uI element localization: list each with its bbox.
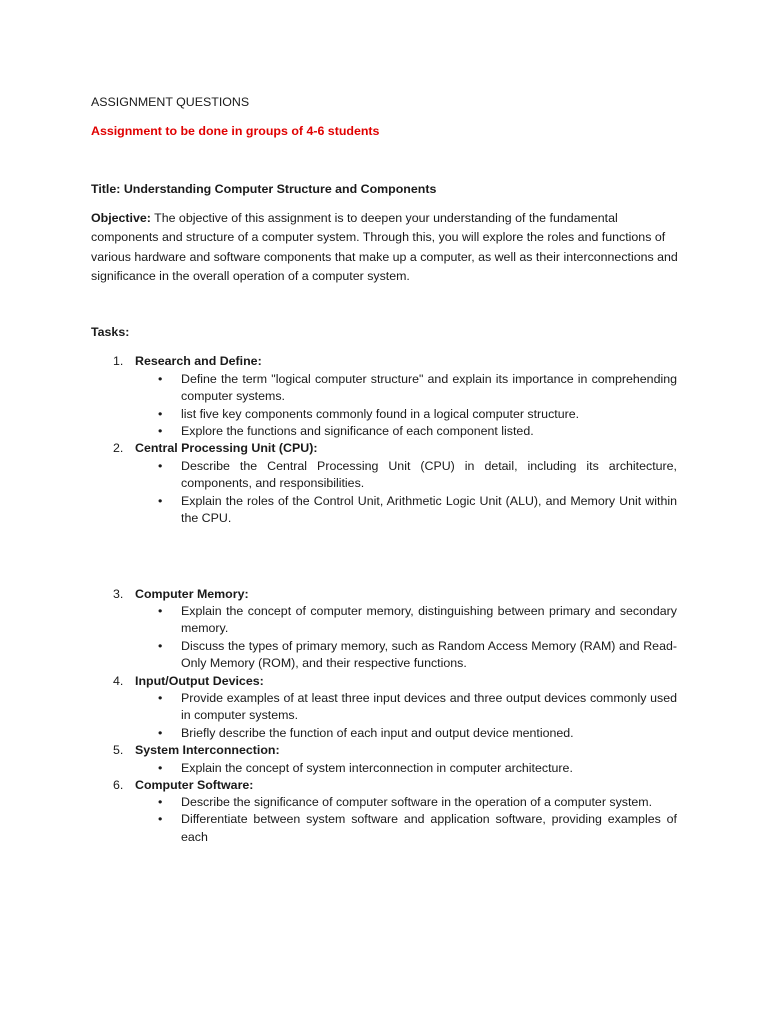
task-bullet-list [0,760,768,777]
list-item [0,794,768,811]
task-bullet-list [0,603,768,673]
objective-paragraph [91,209,681,287]
bullet-text: Describe the significance of computer software in the operation of a computer system. [181,795,653,809]
task-bullet-list [0,371,768,441]
bullet-text: Discuss the types of primary memory, such as Random Access Memory (RAM) and Read-Only Memory (ROM), and their respective functions. [181,638,677,671]
task-number: 3. [113,587,124,601]
task-title: Central Processing Unit (CPU): [135,441,318,455]
list-item [0,603,768,638]
list-item [0,638,768,673]
list-item [0,423,768,440]
task-title: Input/Output Devices: [135,674,264,688]
list-item [0,690,768,725]
bullet-text: Define the term "logical computer structure" and explain its importance in comprehending computer systems. [181,372,677,404]
document-heading: ASSIGNMENT QUESTIONS [91,95,250,109]
task-number: 2. [113,441,124,455]
list-item [0,493,768,528]
bullet-icon: • [158,493,163,508]
bullet-icon: • [158,424,163,439]
bullet-text: Describe the Central Processing Unit (CPU) in detail, including its architecture, components, and responsibilities. [181,459,677,491]
group-note: Assignment to be done in groups of 4-6 students [91,124,380,138]
task-bullet-list [0,794,768,846]
bullet-icon: • [158,604,163,618]
bullet-icon: • [158,795,163,809]
bullet-text: list five key components commonly found in a logical computer structure. [181,406,580,421]
bullet-icon: • [158,691,163,705]
objective-label: Objective: [91,211,151,225]
task-title: Computer Memory: [135,587,249,601]
task-bullet-list [0,458,768,528]
list-item [0,406,768,423]
list-item [0,811,768,846]
bullet-text: Provide examples of at least three input devices and three output devices commonly used in computer systems. [181,691,677,723]
bullet-text: Explain the concept of computer memory, distinguishing between primary and secondary memory. [181,604,677,636]
bullet-text: Briefly describe the function of each input and output device mentioned. [181,725,574,740]
assignment-title: Title: Understanding Computer Structure and Components [91,182,437,196]
bullet-icon: • [158,459,163,473]
objective-text: The objective of this assignment is to deepen your understanding of the fundamental components and structure of a computer system. Through this, you will explore the roles and functions of various hardware and software components that make up a computer, as well as their interconnections and significance in the overall operation of a computer system. [91,211,678,284]
task-bullet-list [0,690,768,742]
bullet-text: Differentiate between system software and application software, providing examples of each [181,812,677,844]
bullet-text: Explain the roles of the Control Unit, Arithmetic Logic Unit (ALU), and Memory Unit within the CPU. [181,493,677,526]
bullet-icon: • [158,638,163,653]
bullet-icon: • [158,406,163,421]
task-title: Computer Software: [135,778,254,792]
list-item [0,760,768,777]
task-number: 5. [113,743,124,757]
task-number: 1. [113,354,124,368]
task-number: 4. [113,674,124,688]
task-number: 6. [113,778,124,792]
bullet-text: Explain the concept of system interconnection in computer architecture. [181,761,573,775]
bullet-icon: • [158,812,163,827]
list-item [0,458,768,493]
tasks-label: Tasks: [91,325,130,339]
list-item [0,725,768,742]
bullet-text: Explore the functions and significance of each component listed. [181,424,534,439]
bullet-icon: • [158,761,163,775]
bullet-icon: • [158,372,163,386]
bullet-icon: • [158,725,163,740]
list-item [0,371,768,406]
task-title: System Interconnection: [135,743,280,757]
task-title: Research and Define: [135,354,262,368]
